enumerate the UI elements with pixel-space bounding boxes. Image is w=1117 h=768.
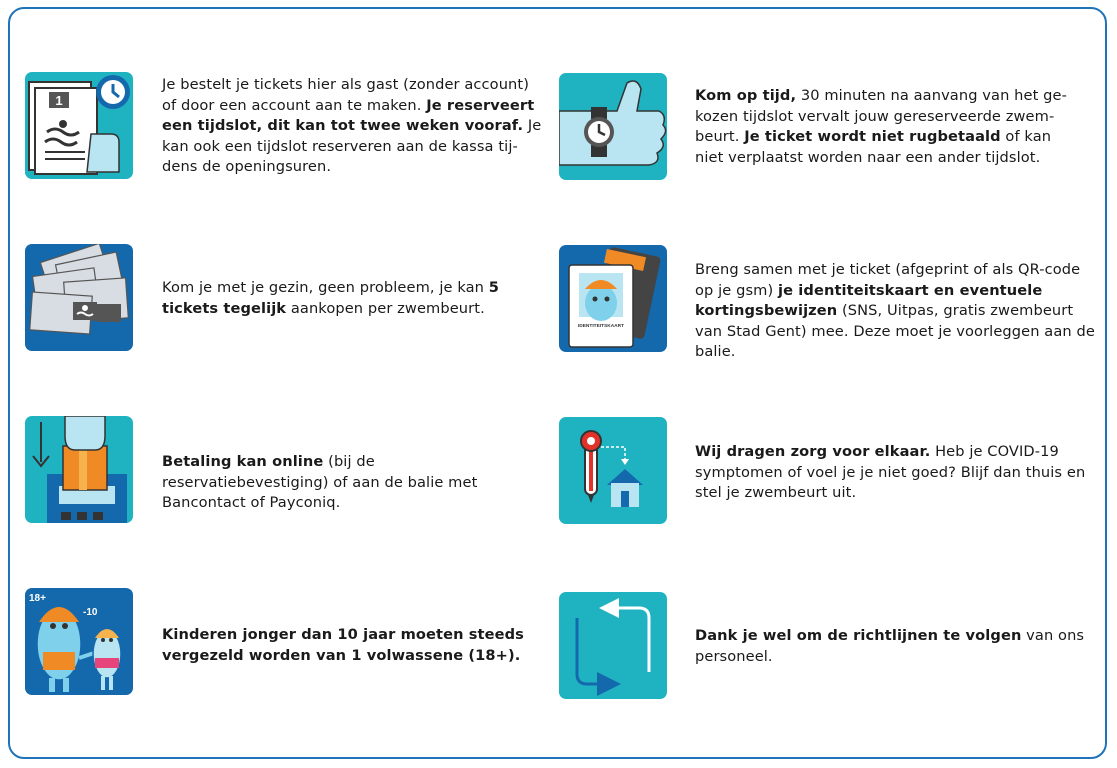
child-age-label: -10	[83, 607, 98, 618]
id-card-label: IDENTITEITSKAART	[577, 324, 625, 329]
ticket-calendar-clock-icon	[25, 72, 133, 179]
care-text: Wij dragen zorg voor elkaar. Heb je COVID-19 symptomen of voel je je niet goed? Blijf dan thuis en stel je zwembeurt uit.	[695, 443, 1086, 502]
multiple-tickets-icon	[25, 244, 133, 351]
thanks-text: Dank je wel om de richtlijnen te volgen van ons personeel.	[695, 627, 1085, 665]
reservation-text: Je bestelt je tickets hier als gast (zonder account) of door een account aan te maken. Je reserveert een tijdslot, dit kan tot twee weken vooraf. Je kan ook een tijdslot reserveren aan de kassa tijdens de openingsuren.	[162, 76, 542, 176]
children-text: Kinderen jonger dan 10 jaar moeten steeds vergezeld worden van 1 volwassene (18+).	[162, 626, 524, 664]
payment-terminal-icon	[25, 416, 133, 523]
on-time-text: Kom op tijd, 30 minuten na aanvang van het gekozen tijdslot vervalt jouw gereserveerde zwembeurt. Je ticket wordt niet rugbetaald of kan niet verplaatst worden naar een ander tijdslot.	[695, 87, 1067, 166]
cycle-arrows-icon	[559, 592, 667, 699]
payment-text: Betaling kan online (bij de reservatiebevestiging) of aan de balie met Bancontact of Payconiq.	[162, 453, 478, 512]
id-card-icon	[559, 245, 667, 352]
calendar-day-badge: 1	[55, 93, 63, 108]
adult-child-icon	[25, 588, 133, 695]
adult-age-label: 18+	[29, 593, 46, 604]
thumbs-up-watch-icon	[559, 73, 667, 180]
thermometer-home-icon	[559, 417, 667, 524]
identity-card-text: Breng samen met je ticket (afgeprint of als QR-code op je gsm) je identiteitskaart en eventuele kortingsbewijzen (SNS, Uitpas, gratis zwembeurt van Stad Gent) mee. Deze moet je voorleggen aan de balie.	[695, 261, 1095, 361]
family-tickets-text: Kom je met je gezin, geen probleem, je kan 5 tickets tegelijk aankopen per zwembeurt.	[162, 279, 500, 317]
